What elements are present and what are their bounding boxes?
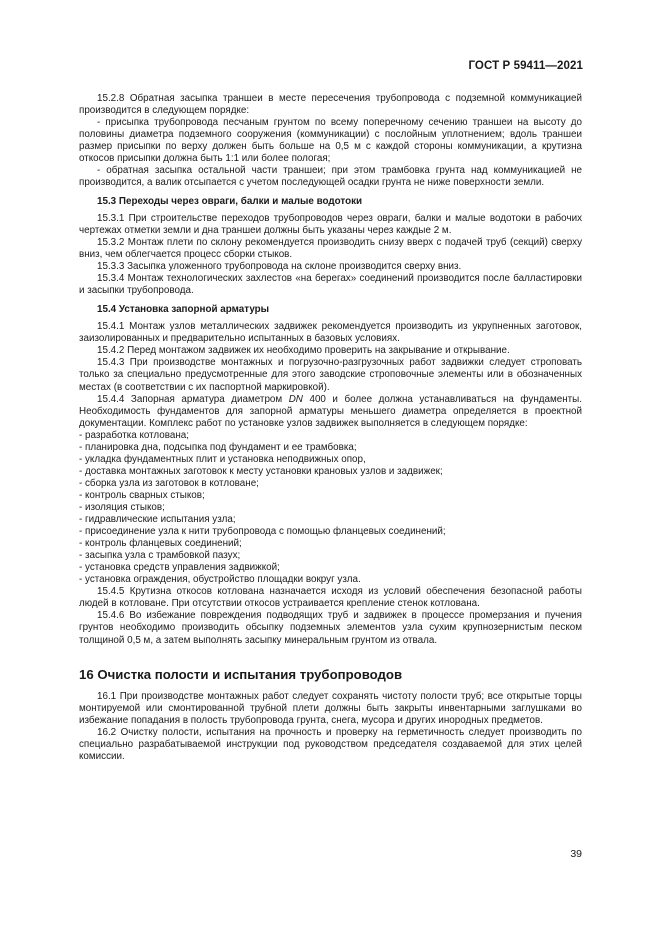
list-item: - установка ограждения, обустройство площадки вокруг узла.	[79, 574, 361, 586]
section-heading-15-4: 15.4 Установка запорной арматуры	[97, 303, 270, 315]
paragraph-15-3-4: 15.3.4 Монтаж технологических захлестов «на берегах» соединений производится после балластировки и засыпки трубопровода.	[79, 273, 582, 297]
paragraph-15-4-5: 15.4.5 Крутизна откосов котлована назначается исходя из условий обеспечения безопасной работы людей в котловане. При отсутствии откосов устраивается крепление стенок котлована.	[79, 586, 582, 610]
list-item: - установка средств управления задвижкой;	[79, 562, 280, 574]
paragraph-15-4-2: 15.4.2 Перед монтажом задвижек их необходимо проверить на закрывание и открывание.	[97, 345, 510, 357]
list-item: - гидравлические испытания узла;	[79, 514, 236, 526]
list-item: - сборка узла из заготовок в котловане;	[79, 477, 259, 489]
list-item: - контроль сварных стыков;	[79, 489, 205, 501]
paragraph-15-2-8: 15.2.8 Обратная засыпка траншеи в месте пересечения трубопровода с подземной коммуникацией производится в следующем порядке:	[79, 93, 582, 117]
paragraph-15-4-1: 15.4.1 Монтаж узлов металлических задвижек рекомендуется производить из укрупненных заготовок, заизолированных и предварительно испытанных в базовых условиях.	[79, 321, 582, 345]
list-item: - планировка дна, подсыпка под фундамент и ее трамбовка;	[79, 441, 357, 453]
chapter-heading-16: 16 Очистка полости и испытания трубопроводов	[79, 666, 403, 682]
paragraph-16-1: 16.1 При производстве монтажных работ следует сохранять чистоту полости труб; все открытые торцы монтируемой или смонтированной трубной плети должны быть закрыты инвентарными заглушками во избежание попадания в полость трубопровода грунта, снега, мусора и других инородных предметов.	[79, 691, 582, 727]
paragraph-15-4-6: 15.4.6 Во избежание повреждения подводящих труб и задвижек в процессе промерзания и пучения грунтов необходимо производить обсыпку подземных элементов узла сухим крупнозернистым песком толщиной 0,5 м, а затем выполнять засыпку минеральным грунтом из отвала.	[79, 610, 582, 646]
paragraph-16-2: 16.2 Очистку полости, испытания на прочность и проверку на герметичность следует производить по специально разрабатываемой инструкции под руководством председателя создаваемой для этих целей комиссии.	[79, 727, 582, 763]
list-item: - засыпка узла с трамбовкой пазух;	[79, 550, 241, 562]
list-item: - присыпка трубопровода песчаным грунтом по всему поперечному сечению траншеи на высоту до половины диаметра подземного сооружения (коммуникации) с послойным уплотнением; вдоль траншеи размер присыпки по верху должен быть больше на 0,5 м с каждой стороны коммуникации, а крутизна откосов присыпки должна быть 1:1 или более пологая;	[79, 117, 582, 165]
paragraph-15-4-4	[79, 394, 582, 430]
list-item: - укладка фундаментных плит и установка неподвижных опор,	[79, 453, 366, 465]
list-item: - обратная засыпка остальной части траншеи; при этом трамбовка грунта над коммуникацией не производится, а валик отсыпается с учетом последующей осадки грунта не ниже поверхности земли.	[79, 165, 582, 189]
paragraph-15-4-3: 15.4.3 При производстве монтажных и погрузочно-разгрузочных работ задвижки следует строповать только за специально предусмотренные для этого заводские строповочные элементы или в обозначенных местах (в соответствии с их паспортной маркировкой).	[79, 357, 582, 393]
section-heading-15-3: 15.3 Переходы через овраги, балки и малые водотоки	[97, 195, 363, 207]
installation-steps-list	[79, 430, 582, 587]
list-item: - контроль фланцевых соединений;	[79, 538, 242, 550]
paragraph-15-3-2: 15.3.2 Монтаж плети по склону рекомендуется производить снизу вверх с подачей труб (секций) сверху вниз, чем облегчается процесс сборки стыков.	[79, 237, 582, 261]
list-item: - присоединение узла к нити трубопровода с помощью фланцевых соединений;	[79, 526, 446, 538]
list-item: - изоляция стыков;	[79, 502, 165, 513]
paragraph-15-3-3: 15.3.3 Засыпка уложенного трубопровода на склоне производится сверху вниз.	[97, 261, 462, 273]
nominal-diameter-symbol: DN	[288, 393, 303, 405]
list-item: - разработка котлована;	[79, 429, 189, 441]
document-body	[79, 93, 582, 763]
page-number: 39	[570, 848, 582, 860]
document-header: ГОСТ Р 59411—2021	[468, 60, 583, 72]
list-item: - доставка монтажных заготовок к месту установки крановых узлов и задвижек;	[79, 465, 443, 477]
paragraph-15-4-4-lead: 15.4.4 Запорная арматура диаметром	[97, 393, 289, 405]
paragraph-15-4-4-rest: 400 и более должна устанавливаться на фундаменты. Необходимость фундаментов для запорной арматуры меньшего диаметра определяется в проектной документации. Комплекс работ по установке узлов задвижек выполняется в следующем порядке:	[79, 393, 582, 429]
paragraph-15-3-1: 15.3.1 При строительстве переходов трубопроводов через овраги, балки и малые водотоки в рабочих чертежах отметки земли и дна траншеи должны быть указаны через каждые 2 м.	[79, 213, 582, 237]
